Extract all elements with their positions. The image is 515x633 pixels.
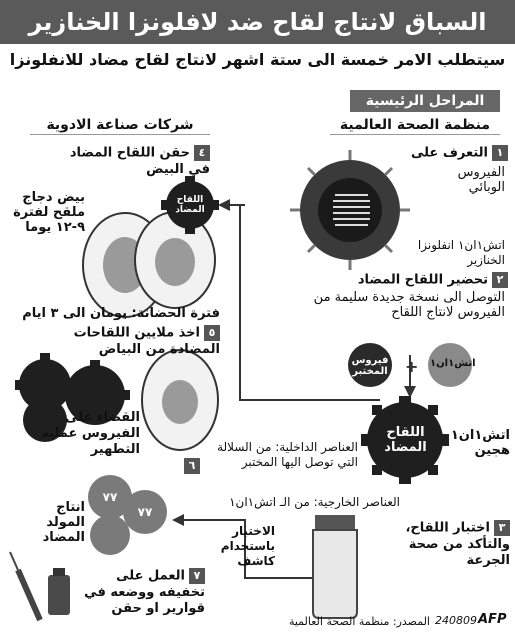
step-3-number: ٣ [494,520,510,536]
main-stages-tab: المراحل الرئيسية [350,90,500,112]
arrow-to-antigen [172,514,184,526]
h1n1-label: اتش١ان١ [430,358,476,369]
antigen-mark-2: ٧٧ [137,505,153,519]
page-title: السباق لانتاج لقاح ضد لافلونزا الخنازير [0,0,515,44]
column-head-pharma: شركات صناعة الادوية [30,116,210,135]
egg-note: بيض دجاج ملقح لفترة ٩-١٢ يوما [13,190,85,235]
syringe-and-bottle [10,552,70,620]
plus-sign: + [405,357,419,376]
hybrid-label: اتش١ان١ هجين [450,428,510,458]
step-2-text: التوصل الى نسخة جديدة سليمة من الفيروس لانتاج اللقاح [313,290,505,320]
step-2-title: تحضير اللقاح المضاد [357,272,488,288]
incubation-label: فترة الحضانة: يومان الى ٣ ايام [22,306,220,321]
small-vaccine-label: اللقاح المضاد [175,195,205,215]
source-label: المصدر: منظمة الصحة العالمية [288,615,430,628]
step-2 [340,272,508,289]
agency-logo: AFP [478,612,507,627]
vaccine-label: اللقاح المضاد [384,425,427,455]
internal-elements: العناصر الداخلية: من السلالة التي توصل اليها المختبر [217,440,358,469]
step-6-badge [180,455,200,474]
step-6 [40,410,140,458]
step-5 [30,325,220,358]
step-7 [75,568,205,617]
step-1-text: الفيروس الوبائي [457,165,505,195]
step-4-text: حقن اللقاح المضاد في البيض [69,145,210,177]
arrow-to-egg-vaccine [218,199,230,211]
footer-code: 240809 [435,614,477,627]
lab-virus-label: فيروس المختبر [351,355,389,377]
step-5-number: ٥ [204,325,220,341]
step-7-number: ٧ [189,568,205,584]
antigen-mark-1: ٧٧ [102,490,118,504]
step-3 [370,520,510,569]
step-7-text: العمل على تخفيفه ووضعه في قوارير او حقن [84,568,205,616]
external-elements: العناصر الخارجية: من الـ اتش١ان١ [229,495,400,509]
step-5-text: اخذ ملايين اللقاحات المضادة من البياض [73,325,220,357]
vaccine-vial [313,515,357,618]
antigen-label: انتاج المولد المضاد [42,500,85,545]
step-2-number: ٢ [492,272,508,288]
step-3-text: اختبار اللقاح، والتأكد من صحة الجرعة [405,520,510,568]
step-1-note: اتش١ان١ انفلونزا الخنازير [417,238,505,267]
column-head-who: منظمة الصحة العالمية [330,116,500,135]
step-1 [400,145,508,162]
step-6-number: ٦ [184,458,200,474]
detector-label: الاختبار باستخدام كاشف [220,524,275,568]
step-6-text: القضاء على الفيروس عملية التطهير [41,410,140,457]
step-1-number: ١ [492,145,508,161]
page-subtitle: سيتطلب الامر خمسة الى ستة اشهر لانتاج لقاح مضاد للانفلونزا [9,50,506,69]
virus-illustration [290,150,410,270]
step-4-number: ٤ [194,145,210,161]
step-4 [60,145,210,178]
step-1-title: التعرف على [410,145,488,161]
